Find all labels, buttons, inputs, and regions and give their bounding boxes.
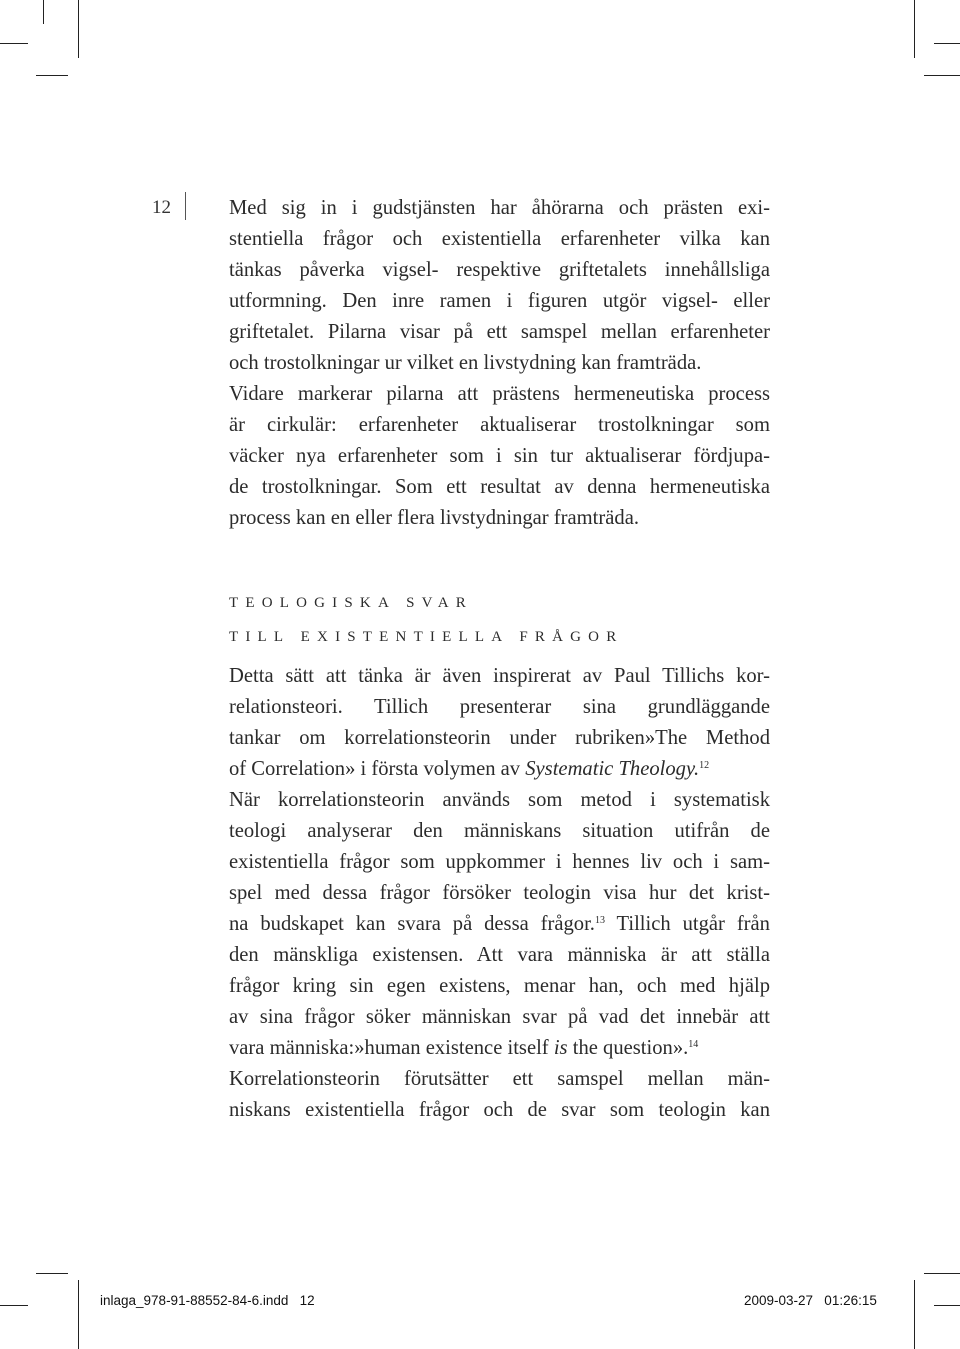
text-line: stentiella frågor och existentiella erfarenheter vilka kan: [229, 228, 770, 250]
crop-mark: [914, 0, 915, 58]
text-line: utformning. Den inre ramen i figuren utgör vigsel- eller: [229, 290, 770, 312]
text-line: de trostolkningar. Som ett resultat av denna hermeneutiska: [229, 476, 770, 498]
section-heading-line-2: TILL EXISTENTIELLA FRÅGOR: [229, 629, 624, 645]
body-paragraph-1: [229, 193, 770, 534]
crop-mark: [934, 43, 960, 44]
crop-mark: [78, 0, 79, 58]
section-heading-line-1: TEOLOGISKA SVAR: [229, 595, 473, 611]
text-line: relationsteori. Tillich presenterar sina grundläggande: [229, 696, 770, 718]
text-line: tankar om korrelationsteorin under rubriken»The Method: [229, 727, 770, 749]
footnote-ref-13[interactable]: 13: [594, 915, 605, 926]
text-line: tänkas påverka vigsel- respektive griftetalets innehållsliga: [229, 259, 770, 281]
text-line: och trostolkningar ur vilket en livstydning kan framträda.: [229, 352, 702, 374]
text-line: [229, 1033, 770, 1064]
page-number: 12: [152, 197, 171, 218]
text-line: existentiella frågor som uppkommer i hennes liv och i sam-: [229, 851, 770, 873]
text-line: Detta sätt att tänka är även inspirerat av Paul Tillichs kor-: [229, 665, 770, 687]
crop-mark: [934, 1305, 960, 1306]
page-number-divider: [185, 192, 186, 220]
text-line: teologi analyserar den människans situation utifrån de: [229, 820, 770, 842]
text-line: [229, 909, 770, 940]
text-line: Vidare markerar pilarna att prästens hermeneutiska process: [229, 383, 770, 405]
body-paragraph-2: [229, 661, 770, 1126]
crop-mark: [43, 0, 44, 24]
text-line: När korrelationsteorin används som metod i systematisk: [229, 789, 770, 811]
footnote-ref-14[interactable]: 14: [688, 1039, 699, 1050]
text-line: process kan en eller flera livstydningar framträda.: [229, 507, 639, 529]
text-line: niskans existentiella frågor och de svar som teologin kan: [229, 1099, 770, 1121]
text-run: of Correlation» i första volymen av: [229, 758, 526, 780]
crop-mark: [0, 43, 28, 44]
text-line: den mänskliga existensen. Att vara människa är att ställa: [229, 944, 770, 966]
slug-filename: inlaga_978-91-88552-84-6.indd 12: [100, 1293, 315, 1308]
crop-mark: [914, 1280, 915, 1349]
text-line: Med sig in i gudstjänsten har åhörarna och prästen exi-: [229, 197, 770, 219]
slug-timestamp: 2009-03-27 01:26:15: [744, 1293, 877, 1308]
text-line: är cirkulär: erfarenheter aktualiserar trostolkningar som: [229, 414, 770, 436]
emphasis: is: [553, 1037, 568, 1059]
crop-mark: [36, 1273, 68, 1274]
text-run: na budskapet kan svara på dessa frågor.: [229, 913, 595, 935]
footnote-ref-12[interactable]: 12: [699, 760, 710, 771]
text-line: av sina frågor söker människan svar på vad det innebär att: [229, 1006, 770, 1028]
crop-mark: [924, 75, 960, 76]
crop-mark: [0, 1305, 28, 1306]
text-line: frågor kring sin egen existens, menar han, och med hjälp: [229, 975, 770, 997]
text-line: spel med dessa frågor försöker teologin visa hur det krist-: [229, 882, 770, 904]
text-line: griftetalet. Pilarna visar på ett samspel mellan erfarenheter: [229, 321, 770, 343]
text-run: the question».: [567, 1037, 689, 1059]
text-line: väcker nya erfarenheter som i sin tur aktualiserar fördjupa-: [229, 445, 770, 467]
crop-mark: [924, 1273, 960, 1274]
crop-mark: [78, 1280, 79, 1349]
text-run: vara människa:»human existence itself: [229, 1037, 554, 1059]
text-line: [229, 754, 770, 785]
book-title: Systematic Theology.: [525, 758, 700, 780]
text-run: Tillich utgår från: [604, 913, 770, 935]
text-line: Korrelationsteorin förutsätter ett samspel mellan män-: [229, 1068, 770, 1090]
crop-mark: [36, 75, 68, 76]
